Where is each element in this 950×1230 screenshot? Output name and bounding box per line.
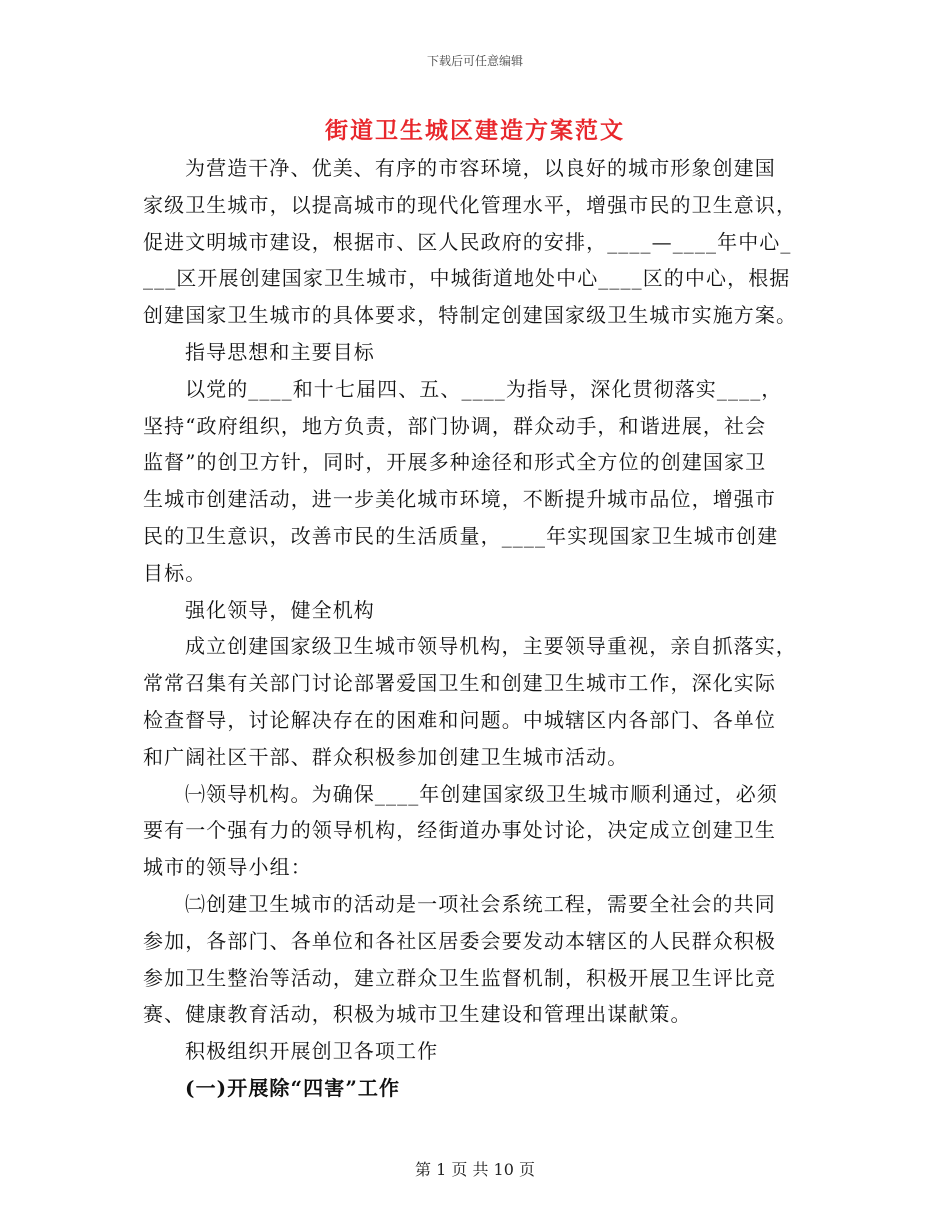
paragraph-line: 要有一个强有力的领导机构，经街道办事处讨论，决定成立创建卫生 [143,818,776,843]
paragraph-line: 生城市创建活动，进一步美化城市环境，不断提升城市品位，增强市 [143,487,776,512]
section-heading: 强化领导，健全机构 [185,597,375,622]
paragraph-line: 赛、健康教育活动，积极为城市卫生建设和管理出谋献策。 [143,1002,692,1027]
paragraph-line: 成立创建国家级卫生城市领导机构，主要领导重视，亲自抓落实， [185,634,797,659]
paragraph-line: 创建国家卫生城市的具体要求，特制定创建国家级卫生城市实施方案。 [143,303,798,328]
paragraph-line: ㈡创建卫生城市的活动是一项社会系统工程，需要全社会的共同 [185,891,776,916]
paragraph-line: 促进文明城市建设，根据市、区人民政府的安排，____—____年中心_ [143,229,792,254]
paragraph-line: 坚持“政府组织，地方负责，部门协调，群众动手，和谐进展，社会 [143,413,767,438]
subsection-heading: (一)开展除“四害”工作 [185,1075,401,1100]
paragraph-line: 参加卫生整治等活动，建立群众卫生监督机制，积极开展卫生评比竞 [143,965,776,990]
document-body [143,150,808,1107]
document-title: 街道卫生城区建造方案范文 [325,117,625,144]
paragraph-line: 监督”的创卫方针，同时，开展多种途径和形式全方位的创建国家卫 [143,450,767,475]
paragraph-line: ___区开展创建国家卫生城市，中城街道地处中心____区的中心，根据 [143,266,791,291]
page-header-note: 下载后可任意编辑 [426,54,523,68]
paragraph-line: 家级卫生城市，以提高城市的现代化管理水平，增强市民的卫生意识， [143,192,798,217]
paragraph-line: ㈠领导机构。为确保____年创建国家级卫生城市顺利通过，必须 [185,781,778,806]
paragraph-line: 检查督导，讨论解决存在的困难和问题。中城辖区内各部门、各单位 [143,707,776,732]
section-heading: 指导思想和主要目标 [185,339,375,364]
section-heading: 积极组织开展创卫各项工作 [185,1039,439,1064]
paragraph-line: 城市的领导小组： [143,855,312,880]
paragraph-line: 参加，各部门、各单位和各社区居委会要发动本辖区的人民群众积极 [143,928,776,953]
page-footer: 第 1 页 共 10 页 [415,1160,535,1179]
paragraph-line: 目标。 [143,560,207,585]
paragraph-line: 常常召集有关部门讨论部署爱国卫生和创建卫生城市工作，深化实际 [143,671,776,696]
paragraph-line: 为营造干净、优美、有序的市容环境，以良好的城市形象创建国 [185,156,776,180]
paragraph-line: 民的卫生意识，改善市民的生活质量，____年实现国家卫生城市创建 [143,523,779,548]
paragraph-line: 和广阔社区干部、群众积极参加创建卫生城市活动。 [143,744,629,769]
paragraph-line: 以党的____和十七届四、五、____为指导，深化贯彻落实____， [185,376,783,401]
